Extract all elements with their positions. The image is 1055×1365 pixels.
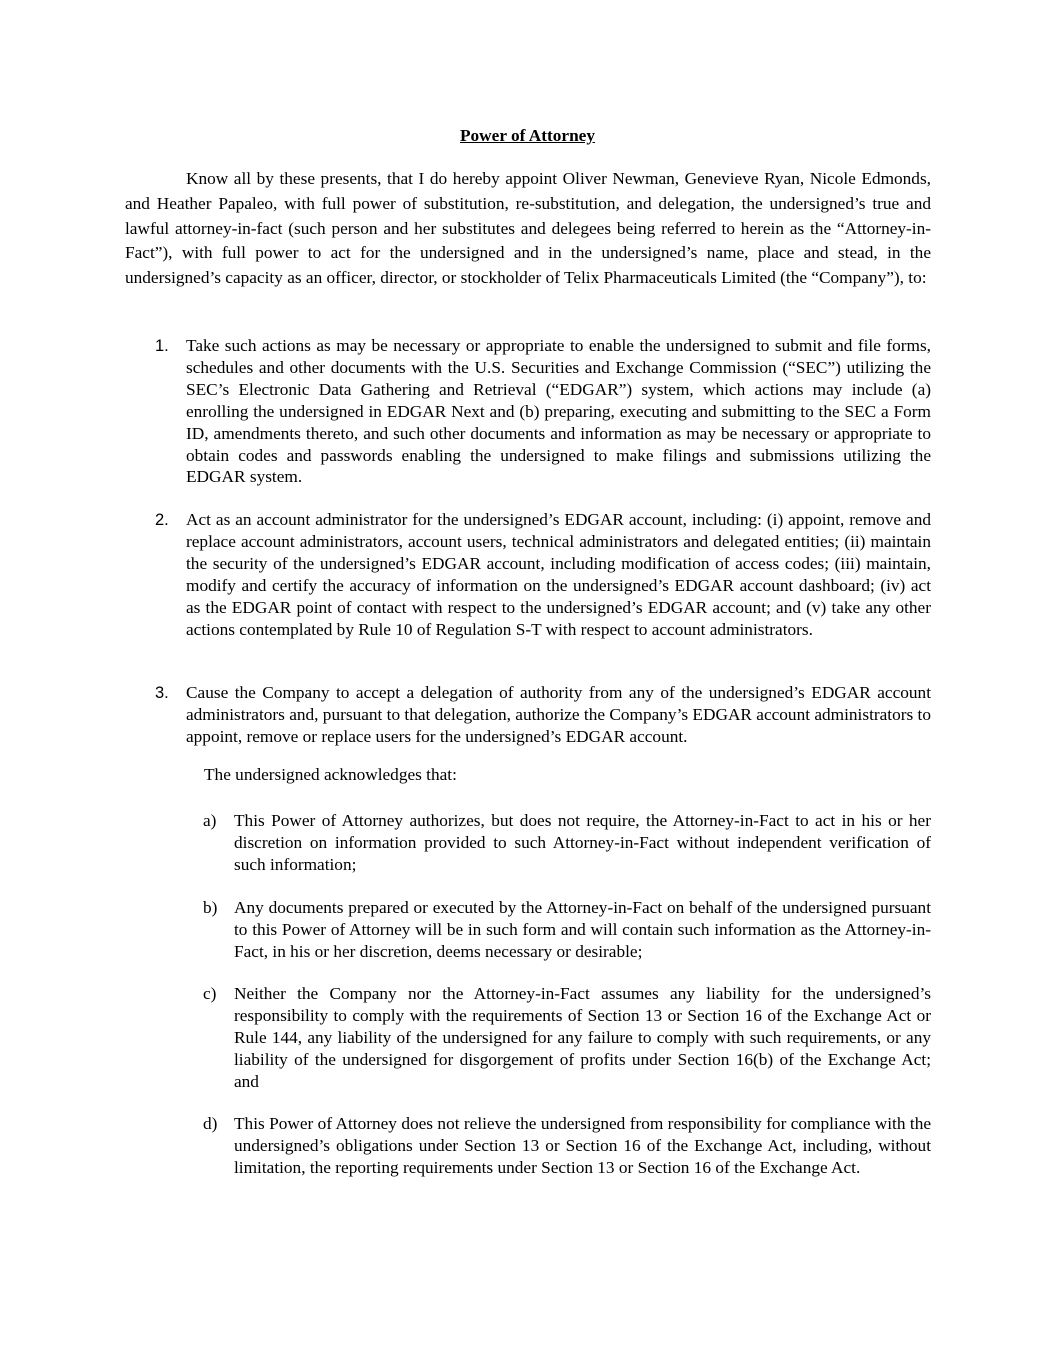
item-text: Any documents prepared or executed by the Attorney-in-Fact on behalf of the undersigned pursuant to this Power of Attorney will be in such form and will contain such information as the Attorney-in-Fact, in his or her discretion, deems necessary or desirable;	[234, 898, 931, 961]
numbered-item-2	[155, 509, 931, 640]
item-text: Take such actions as may be necessary or appropriate to enable the undersigned to submit and file forms, schedules and other documents with the U.S. Securities and Exchange Commission (“SEC”) utilizing the SEC’s Electronic Data Gathering and Retrieval (“EDGAR”) system, which actions may include (a) enrolling the undersigned in EDGAR Next and (b) preparing, executing and submitting to the SEC a Form ID, amendments thereto, and such other documents and information as may be necessary or appropriate to obtain codes and passwords enabling the undersigned to make filings and submissions utilizing the EDGAR system.	[186, 336, 931, 487]
item-number: 3.	[155, 684, 169, 702]
item-letter: a)	[203, 811, 217, 830]
item-text: Act as an account administrator for the undersigned’s EDGAR account, including: (i) appoint, remove and replace account administrators, account users, technical administrators and delegated entities; (ii) maintain the security of the undersigned’s EDGAR account, including modification of access codes; (iii) maintain, modify and certify the accuracy of information on the undersigned’s EDGAR account dashboard; (iv) act as the EDGAR point of contact with respect to the undersigned’s EDGAR account; and (v) take any other actions contemplated by Rule 10 of Regulation S-T with respect to account administrators.	[186, 510, 931, 639]
item-letter: d)	[203, 1114, 218, 1133]
item-text: Neither the Company nor the Attorney-in-Fact assumes any liability for the undersigned’s responsibility to comply with the requirements of Section 13 or Section 16 of the Exchange Act or Rule 144, any liability of the undersigned for any failure to comply with such requirements, or any liability of the undersigned for disgorgement of profits under Section 16(b) of the Exchange Act; and	[234, 984, 931, 1091]
item-number: 1.	[155, 337, 169, 355]
lettered-item-b	[203, 897, 931, 963]
item-text: This Power of Attorney does not relieve the undersigned from responsibility for compliance with the undersigned’s obligations under Section 13 or Section 16 of the Exchange Act, including, without limitation, the reporting requirements under Section 13 or Section 16 of the Exchange Act.	[234, 1114, 931, 1177]
document-title: Power of Attorney	[459, 126, 595, 145]
item-letter: c)	[203, 984, 217, 1003]
lettered-item-a	[203, 810, 931, 876]
intro-paragraph: Know all by these presents, that I do hereby appoint Oliver Newman, Genevieve Ryan, Nicole Edmonds, and Heather Papaleo, with full power of substitution, re-substitution, and delegation, the undersigned’s true and lawful attorney-in-fact (such person and her substitutes and delegees being referred to herein as the “Attorney-in-Fact”), with full power to act for the undersigned and in the undersigned’s name, place and stead, in the undersigned’s capacity as an officer, director, or stockholder of Telix Pharmaceuticals Limited (the “Company”), to:	[125, 169, 931, 288]
numbered-item-3	[155, 682, 931, 748]
item-letter: b)	[203, 898, 218, 917]
item-number: 2.	[155, 511, 169, 529]
numbered-item-1	[155, 335, 931, 488]
lettered-item-c	[203, 983, 931, 1093]
item-text: This Power of Attorney authorizes, but does not require, the Attorney-in-Fact to act in his or her discretion on information provided to such Attorney-in-Fact without independent verification of such information;	[234, 811, 931, 874]
lettered-item-d	[203, 1113, 931, 1179]
item-text: Cause the Company to accept a delegation of authority from any of the undersigned’s EDGAR account administrators and, pursuant to that delegation, authorize the Company’s EDGAR account administrators to appoint, remove or replace users for the undersigned’s EDGAR account.	[186, 683, 931, 746]
acknowledgement-lead: The undersigned acknowledges that:	[204, 765, 457, 784]
